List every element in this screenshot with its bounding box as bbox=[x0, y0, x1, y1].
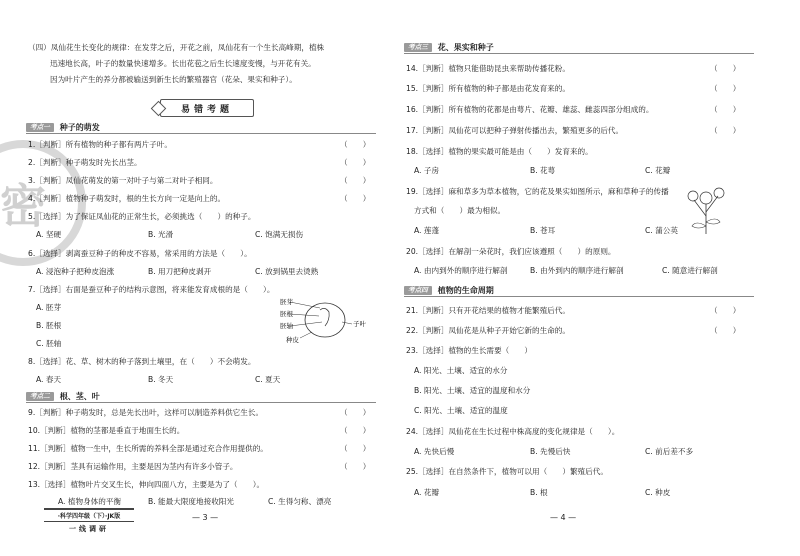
option-a[interactable]: A. 胚芽 bbox=[36, 303, 62, 312]
answer-paren[interactable]: （ ） bbox=[710, 105, 741, 114]
footer-line-2: 一线调研 bbox=[69, 525, 109, 533]
option-a[interactable]: A. 植物身体的平衡 bbox=[58, 497, 122, 506]
option-b[interactable]: B. 根 bbox=[530, 488, 548, 497]
answer-paren[interactable]: （ ） bbox=[710, 126, 741, 135]
option-c[interactable]: C. 放到锅里去烫熟 bbox=[255, 267, 319, 276]
option-c[interactable]: C. 花瓣 bbox=[645, 166, 671, 175]
option-a[interactable]: A. 子房 bbox=[414, 166, 440, 175]
answer-paren[interactable]: （ ） bbox=[340, 408, 371, 417]
question-16: 16.［判断］所有植物的花都是由萼片、花瓣、雄蕊、雌蕊四部分组成的。 bbox=[406, 105, 654, 114]
right-page bbox=[400, 0, 800, 556]
diagram-label-cotyledon: 子叶 bbox=[353, 320, 366, 328]
option-a[interactable]: A. 阳光、土壤、适宜的水分 bbox=[414, 366, 508, 375]
option-c[interactable]: C. 阳光、土壤、适宜的温度 bbox=[414, 406, 508, 415]
section-title: 植物的生命周期 bbox=[437, 286, 494, 295]
option-c[interactable]: C. 随意进行解剖 bbox=[662, 266, 718, 275]
option-b[interactable]: B. 阳光、土壤、适宜的温度和水分 bbox=[414, 386, 531, 395]
section-header-seed bbox=[26, 122, 376, 133]
answer-paren[interactable]: （ ） bbox=[340, 194, 371, 203]
option-c[interactable]: C. 胚轴 bbox=[36, 339, 62, 348]
intro-line-3: 因为叶片产生的养分都被输送到新生长的繁殖器官（花朵、果实和种子）。 bbox=[50, 75, 297, 84]
section-badge: 考点一 bbox=[26, 123, 54, 132]
option-c[interactable]: C. 种皮 bbox=[645, 488, 671, 497]
question-7: 7.［选择］右面是蚕豆种子的结构示意图，将来能发育成根的是（ ）。 bbox=[28, 285, 275, 294]
answer-paren[interactable]: （ ） bbox=[710, 326, 741, 335]
question-12: 12.［判断］茎具有运输作用，主要是因为茎内有许多小管子。 bbox=[28, 462, 238, 471]
section-title: 种子的萌发 bbox=[59, 123, 100, 132]
section-badge: 考点四 bbox=[404, 286, 432, 295]
question-14: 14.［判断］植物只能借助昆虫来帮助传播花粉。 bbox=[406, 64, 570, 73]
question-6: 6.［选择］剥离蚕豆种子的种皮不容易，常采用的方法是（ ）。 bbox=[28, 249, 252, 258]
diagram-label-hypocotyl: 胚轴 bbox=[280, 322, 293, 330]
question-17: 17.［判断］凤仙花可以把种子弹射传播出去，繁殖更多的后代。 bbox=[406, 126, 624, 135]
question-21: 21.［判断］只有开花结果的植物才能繁殖后代。 bbox=[406, 306, 570, 315]
question-2: 2.［判断］种子萌发时先长出茎。 bbox=[28, 158, 142, 167]
diagram-label-seedcoat: 种皮 bbox=[286, 336, 299, 344]
footer-brand bbox=[44, 508, 134, 534]
diagram-label-plumule: 胚芽 bbox=[280, 298, 293, 306]
question-3: 3.［判断］凤仙花萌发的第一对叶子与第二对叶子相同。 bbox=[28, 176, 218, 185]
section-header-root-stem-leaf bbox=[26, 391, 376, 402]
option-a[interactable]: A. 先快后慢 bbox=[414, 447, 455, 456]
option-a[interactable]: A. 花瓣 bbox=[414, 488, 440, 497]
question-15: 15.［判断］所有植物的种子都是由花发育来的。 bbox=[406, 84, 570, 93]
question-18: 18.［选择］植物的果实最可能是由（ ）发育来的。 bbox=[406, 147, 593, 156]
option-c[interactable]: C. 夏天 bbox=[255, 375, 281, 384]
option-b[interactable]: B. 光滑 bbox=[148, 230, 174, 239]
option-c[interactable]: C. 蒲公英 bbox=[645, 226, 678, 235]
option-c[interactable]: C. 生得匀称、漂亮 bbox=[268, 497, 332, 506]
answer-paren[interactable]: （ ） bbox=[710, 84, 741, 93]
option-b[interactable]: B. 冬天 bbox=[148, 375, 174, 384]
option-a[interactable]: A. 由内到外的顺序进行解剖 bbox=[414, 266, 508, 275]
section-badge: 考点二 bbox=[26, 392, 54, 401]
question-8: 8.［选择］花、草、树木的种子落到土壤里，在（ ）不会萌发。 bbox=[28, 357, 256, 366]
question-22: 22.［判断］凤仙花是从种子开始它新的生命的。 bbox=[406, 326, 570, 335]
page-number: — 4 — bbox=[550, 513, 577, 522]
question-5: 5.［选择］为了保证凤仙花的正常生长，必须挑选（ ）的种子。 bbox=[28, 212, 256, 221]
option-a[interactable]: A. 莲蓬 bbox=[414, 226, 440, 235]
answer-paren[interactable]: （ ） bbox=[340, 176, 371, 185]
question-24: 24.［选择］凤仙花在生长过程中株高度的变化规律是（ ）。 bbox=[406, 427, 620, 436]
diagram-label-radicle: 胚根 bbox=[280, 310, 293, 318]
option-c[interactable]: C. 饱满无损伤 bbox=[255, 230, 304, 239]
option-b[interactable]: B. 胚根 bbox=[36, 321, 62, 330]
option-b[interactable]: B. 用刀把种皮剥开 bbox=[148, 267, 212, 276]
question-25: 25.［选择］在自然条件下，植物可以用（ ）繁殖后代。 bbox=[406, 467, 608, 476]
option-b[interactable]: B. 花萼 bbox=[530, 166, 556, 175]
question-10: 10.［判断］植物的茎都是垂直于地面生长的。 bbox=[28, 426, 185, 435]
question-1: 1.［判断］所有植物的种子都有两片子叶。 bbox=[28, 140, 172, 149]
section-title: 根、茎、叶 bbox=[59, 392, 100, 401]
option-c[interactable]: C. 前后差不多 bbox=[645, 447, 694, 456]
question-19-cont: 方式和（ ）最为相似。 bbox=[414, 206, 506, 215]
question-19: 19.［选择］麻和草多为草本植物，它的花及果实如图所示，麻和草种子的传播 bbox=[406, 187, 669, 196]
intro-line-2: 迅速地长高，叶子的数量快速增多。长出花苞之后生长速度变慢，与开花有关。 bbox=[50, 59, 316, 68]
answer-paren[interactable]: （ ） bbox=[710, 64, 741, 73]
section-banner bbox=[160, 99, 254, 117]
answer-paren[interactable]: （ ） bbox=[340, 140, 371, 149]
answer-paren[interactable]: （ ） bbox=[710, 306, 741, 315]
answer-paren[interactable]: （ ） bbox=[340, 426, 371, 435]
question-4: 4.［判断］植物种子萌发时，根的生长方向一定是向上的。 bbox=[28, 194, 226, 203]
option-b[interactable]: B. 能最大限度地接收阳光 bbox=[148, 497, 234, 506]
plant-illustration bbox=[682, 186, 730, 236]
question-20: 20.［选择］在解剖一朵花时，我们应该遵照（ ）的原则。 bbox=[406, 247, 616, 256]
answer-paren[interactable]: （ ） bbox=[340, 462, 371, 471]
page-number: — 3 — bbox=[192, 513, 219, 522]
answer-paren[interactable]: （ ） bbox=[340, 158, 371, 167]
section-header-flower-fruit-seed bbox=[404, 42, 754, 53]
option-b[interactable]: B. 苍耳 bbox=[530, 226, 556, 235]
option-a[interactable]: A. 坚硬 bbox=[36, 230, 62, 239]
question-23: 23.［选择］植物的生长需要（ ） bbox=[406, 346, 532, 355]
question-11: 11.［判断］植物一生中，生长所需的养料全部是通过充合作用提供的。 bbox=[28, 444, 268, 453]
footer-line-1: ·科学四年级（下）·JK版 bbox=[44, 508, 134, 522]
option-a[interactable]: A. 浸泡种子把种皮泡涨 bbox=[36, 267, 115, 276]
option-b[interactable]: B. 由外到内的顺序进行解剖 bbox=[530, 266, 624, 275]
section-header-life-cycle bbox=[404, 285, 754, 296]
answer-paren[interactable]: （ ） bbox=[340, 444, 371, 453]
question-13: 13.［选择］植物叶片交叉生长，伸向四面八方，主要是为了（ ）。 bbox=[28, 480, 265, 489]
intro-line-1: （四）凤仙花生长变化的规律：在发芽之后，开花之前，凤仙花有一个生长高峰期，植株 bbox=[28, 43, 325, 52]
banner-title: 易错考题 bbox=[180, 104, 233, 115]
option-b[interactable]: B. 先慢后快 bbox=[530, 447, 571, 456]
section-title: 花、果实和种子 bbox=[437, 43, 494, 52]
section-badge: 考点三 bbox=[404, 43, 432, 52]
option-a[interactable]: A. 春天 bbox=[36, 375, 62, 384]
watermark-char: 密 bbox=[0, 179, 46, 233]
seed-diagram bbox=[280, 296, 380, 344]
question-9: 9.［判断］种子萌发时，总是先长出叶，这样可以制造养料供它生长。 bbox=[28, 408, 264, 417]
